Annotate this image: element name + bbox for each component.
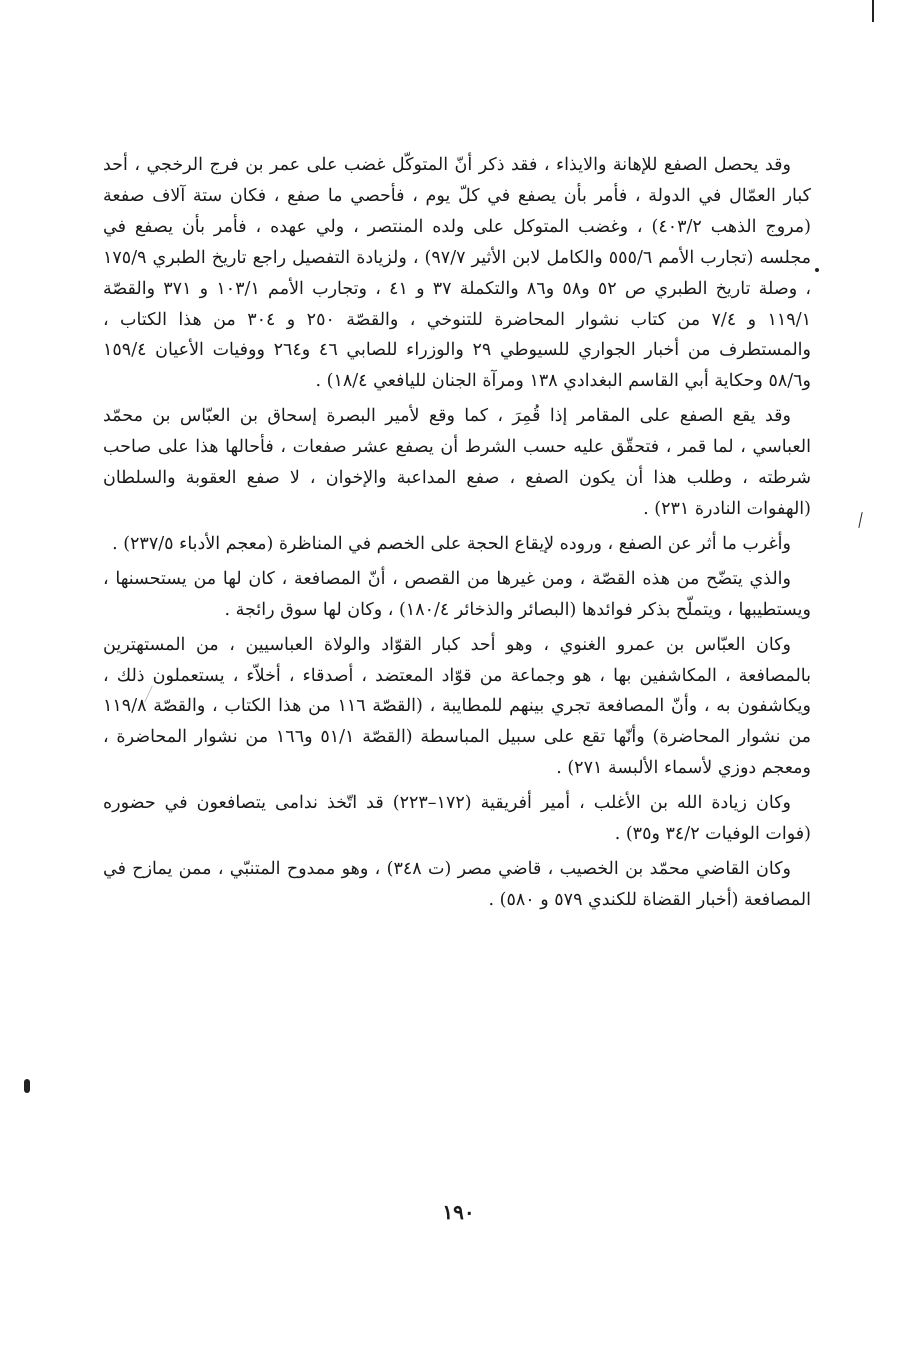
- paragraph: والذي يتضّح من هذه القصّة ، ومن غيرها من القصص ، أنّ المصافعة ، كان لها من يستحسنها ، ويستطيبها ، ويتملّح بذكر فوائدها (البصائر والذخائر ١٨٠/٤) ، وكان لها سوق رائجة .: [103, 568, 811, 620]
- page-number: ١٩٠: [442, 1200, 475, 1224]
- scan-mark: [815, 268, 819, 272]
- scan-mark: [24, 1079, 30, 1093]
- paragraph: وكان زيادة الله بن الأغلب ، أمير أفريقية (١٧٢–٢٢٣) قد اتّخذ ندامى يتصافعون في حضوره (فوات الوفيات ٣٤/٢ و٣٥) .: [103, 793, 811, 845]
- page-body: [103, 150, 811, 920]
- scan-mark: [872, 0, 874, 22]
- paragraph: وأغرب ما أثر عن الصفع ، وروده لإيقاع الحجة على الخصم في المناظرة (معجم الأدباء ٢٣٧/٥) .: [112, 533, 791, 554]
- paragraph: وكان القاضي محمّد بن الخصيب ، قاضي مصر (ت ٣٤٨) ، وهو ممدوح المتنبّي ، ممن يمازح في المصافعة (أخبار القضاة للكندي ٥٧٩ و ٥٨٠) .: [103, 858, 811, 910]
- paragraph: وقد يحصل الصفع للإهانة والايذاء ، فقد ذكر أنّ المتوكّل غضب على عمر بن فرج الرخجي ، أحد كبار العمّال في الدولة ، فأمر بأن يصفع في كلّ يوم ، فأحصي ما صفع ، فكان ستة آلاف صفعة (مروج الذهب ٤٠٣/٢) ، وغضب المتوكل على ولده المنتصر ، ولي عهده ، فأمر بأن يصفع في مجلسه (تجارب الأمم ٥٥٥/٦ والكامل لابن الأثير ٩٧/٧) ، ولزيادة التفصيل راجع تاريخ الطبري ١٧٥/٩ ، وصلة تاريخ الطبري ص ٥٢ و٥٨ و٨٦ والتكملة ٣٧ و ٤١ ، وتجارب الأمم ١٠٣/١ و ٣٧١ والقصّة ١١٩/١ و ٧/٤ من كتاب نشوار المحاضرة للتنوخي ، والقصّة ٢٥٠ و ٣٠٤ من هذا الكتاب ، والمستطرف من أخبار الجواري للسيوطي ٢٩ والوزراء للصابي ٤٦ و٢٦٤ ووفيات الأعيان ١٥٩/٤ و٥٨/٦ وحكاية أبي القاسم البغدادي ١٣٨ ومرآة الجنان لليافعي ١٨/٤) .: [103, 155, 812, 392]
- paragraph: وكان العبّاس بن عمرو الغنوي ، وهو أحد كبار القوّاد والولاة العباسيين ، من المستهترين بالمصافعة ، المكاشفين بها ، هو وجماعة من قوّاد المعتضد ، أصدقاء ، أخلاّء ، يستعملون ذلك ، ويكاشفون به ، وأنّ المصافعة تجري بينهم للمطايبة ، (القصّة ١١٦ من هذا الكتاب ، والقصّة ١١٩/٨ من نشوار المحاضرة) وأنّها تقع على سبيل المباسطة (القصّة ٥١/١ و١٦٦ من نشوار المحاضرة ، ومعجم دوزي لأسماء الألبسة ٢٧١) .: [103, 634, 812, 779]
- scan-mark: [858, 512, 862, 528]
- paragraph: وقد يقع الصفع على المقامر إذا قُمِرَ ، كما وقع لأمير البصرة إسحاق بن العبّاس بن محمّد العباسي ، لما قمر ، فتحقّق عليه حسب الشرط أن يصفع عشر صفعات ، فأحالها هذا على صاحب شرطته ، وطلب هذا أن يكون الصفع ، صفع المداعبة والإخوان ، لا صفع العقوبة والسلطان (الهفوات النادرة ٢٣١) .: [103, 406, 811, 519]
